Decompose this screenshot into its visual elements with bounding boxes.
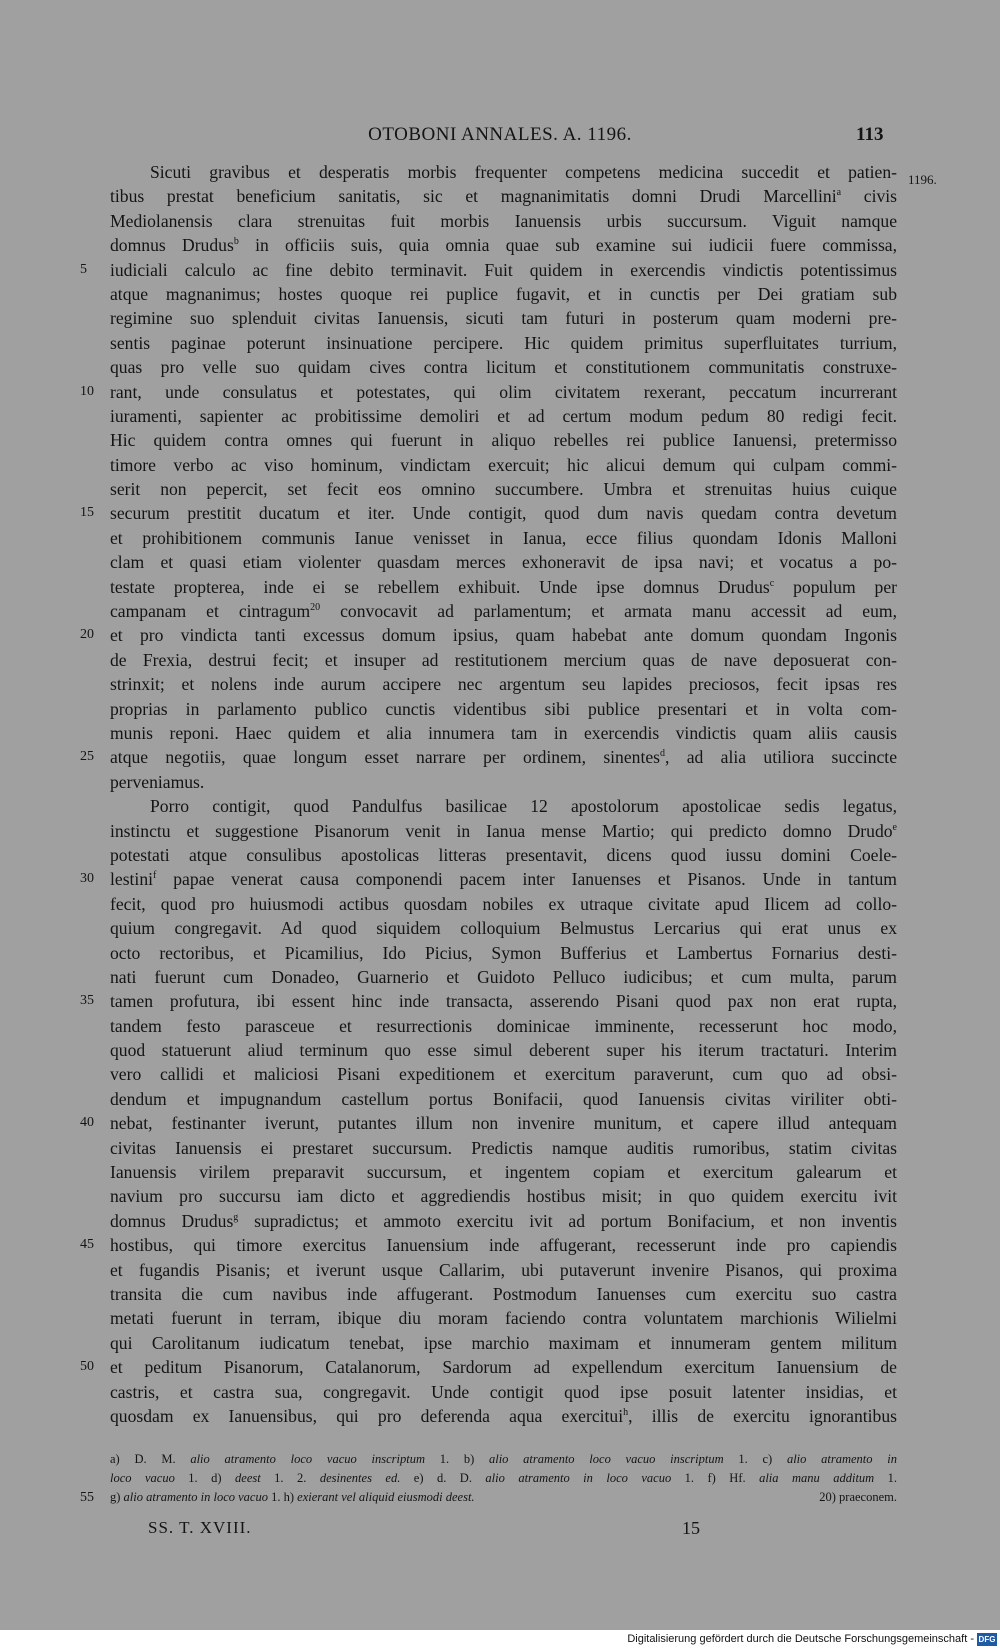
text-run: timore verbo ac viso hominum, vindictam exercuit; hic alicui demum qui culpam commi- (110, 454, 897, 475)
text-run: proprias in parlamento publico cunctis videntibus sibi publice presentari et in volta com- (110, 698, 897, 719)
text-run: castris, et castra sua, congregavit. Unde contigit quod ipse posuit latenter insidias, et (110, 1381, 897, 1402)
line-number: 20 (80, 627, 94, 643)
text-run: quosdam ex Ianuensibus, qui pro deferenda aqua exercitui (110, 1405, 624, 1426)
line-number: 50 (80, 1359, 94, 1375)
digitization-credit-bar (0, 1630, 1000, 1650)
text-line (110, 1160, 897, 1184)
text-line (110, 1209, 897, 1233)
text-line (80, 867, 897, 891)
text-line (110, 550, 897, 574)
text-run: a) D. M. (110, 1452, 191, 1466)
italic-text: loco vacuo (110, 1471, 175, 1485)
footnotes-block (80, 1450, 898, 1507)
text-line (110, 575, 897, 599)
footnote-marker: a (836, 187, 842, 199)
text-line (110, 941, 897, 965)
running-head (0, 124, 1000, 150)
footnote-marker: 20 (310, 602, 321, 614)
dfg-logo: DFG (978, 1635, 996, 1644)
text-line (110, 672, 897, 696)
text-run: 1. f) Hf. (671, 1471, 760, 1485)
text-run: perveniamus. (110, 771, 205, 792)
text-run: qui Carolitanum iudicatum tenebat, ipse marchio maximam et innumeram gentem militum (110, 1332, 897, 1353)
italic-text: desinentes ed. (319, 1471, 401, 1485)
text-run: 1. (874, 1471, 898, 1485)
text-line (110, 599, 897, 623)
text-line (80, 1355, 897, 1379)
text-run: rant, unde consulatus et potestates, qui olim civitatem rexerant, peccatum incurrerant (110, 381, 897, 402)
text-line (110, 355, 897, 379)
text-run: transita die cum navibus inde affugerant. Postmodum Ianuenses cum exercitu suo castra (110, 1283, 897, 1304)
text-run: tibus prestat beneficium sanitatis, sic et magnanimitatis domni Drudi Marcellini (110, 186, 837, 207)
text-line (110, 1258, 897, 1282)
text-run: octo rectoribus, et Picamilius, Ido Picius, Symon Bufferius et Lambertus Fornarius desti- (110, 942, 897, 963)
line-number: 15 (80, 505, 94, 521)
text-run: de Frexia, destrui fecit; et insuper ad restitutionem mercium quas de nave deposuerat con- (110, 649, 897, 670)
footnote-marker: e (892, 821, 897, 833)
line-number: 40 (80, 1115, 94, 1131)
text-run: civis (841, 186, 897, 207)
text-run: campanam et cintragum (110, 601, 311, 622)
text-run: vero callidi et maliciosi Pisani expeditionem et exercitum paraverunt, cum quo ad obsi- (110, 1064, 897, 1085)
text-line (110, 282, 897, 306)
text-run: dendum et impugnandum castellum portus Bonifacii, quod Ianuensis civitas viriliter obti- (110, 1088, 897, 1109)
text-run: 1. b) (424, 1452, 489, 1466)
text-line (110, 306, 897, 330)
text-run: 1. d) (174, 1471, 236, 1485)
italic-text: alio atramento in (786, 1452, 897, 1466)
line-number: 55 (80, 1490, 94, 1505)
text-run: convocavit ad parlamentum; et armata manu accessit ad eum, (320, 601, 897, 622)
italic-text: alio atramento loco vacuo inscriptum (190, 1452, 425, 1466)
text-line (80, 380, 897, 404)
text-run: 1. h) (267, 1490, 298, 1504)
text-line (110, 892, 897, 916)
text-run: et peditum Pisanorum, Catalanorum, Sardorum ad expellendum exercitum Ianuensium de (110, 1357, 897, 1378)
text-line (110, 916, 897, 940)
footnote-line (110, 1450, 897, 1469)
text-run: instinctu et suggestione Pisanorum venit in Ianua mense Martio; qui predicto domno Drudo (110, 820, 893, 841)
text-line (110, 526, 897, 550)
text-run: Hic quidem contra omnes qui fuerunt in aliquo rebelles rei publice Ianuensi, pretermisso (110, 430, 897, 451)
italic-text: alio atramento loco vacuo inscriptum (488, 1452, 724, 1466)
line-number: 30 (80, 871, 94, 887)
text-run: hostibus, qui timore exercitus Ianuensium inde affugerant, recesserunt inde pro capiendis (110, 1235, 897, 1256)
text-run: domnus Drudus (110, 1210, 234, 1231)
text-line (80, 258, 897, 282)
text-run: iudiciali calculo ac fine debito terminavit. Fuit quidem in exercendis vindictis potentissimus (110, 259, 897, 280)
text-run: civitas Ianuensis ei prestaret succursum. Predictis namque auditis rumoribus, statim civitas (110, 1137, 897, 1158)
main-text-block (80, 160, 898, 1428)
text-line (110, 1282, 897, 1306)
text-line (110, 1306, 897, 1330)
text-run: quas pro velle suo quidam cives contra licitum et constitutionem communitatis construxe- (110, 357, 897, 378)
text-run: 1. 2. (260, 1471, 320, 1485)
text-run: munis reponi. Haec quidem et alia innumera tam in exercendis vindictis quam aliis causis (110, 722, 897, 743)
text-run: serit non pepercit, set fecit eos omnino succumbere. Umbra et strenuitas huius cuique (110, 479, 897, 500)
text-line (110, 721, 897, 745)
credit-text: Digitalisierung gefördert durch die Deutsche Forschungsgemeinschaft - (627, 1633, 974, 1645)
italic-text: alio atramento in loco vacuo (485, 1471, 672, 1485)
footnote-marker: d (660, 748, 666, 760)
text-line (110, 819, 897, 843)
text-line (110, 477, 897, 501)
text-line (80, 989, 897, 1013)
text-run: clam et quasi etiam violenter quasdam merces exhoneravit de ipsa navi; et vocatus a po- (110, 552, 897, 573)
italic-text: vel aliquid eiusmodi deest. (341, 1490, 475, 1504)
text-run: lestini (110, 869, 154, 890)
text-run: testate propterea, inde ei se rebellem exhibuit. Unde ipse domnus Drudus (110, 576, 770, 597)
volume-signature: SS. T. XVIII. (148, 1518, 252, 1537)
footnote-marker: h (623, 1407, 629, 1419)
text-run: et pro vindicta tanti excessus domum ipsius, quam habebat ante domum quondam Ingonis (110, 625, 897, 646)
text-line (80, 501, 897, 525)
text-run: metati fuerunt in terram, ibique diu moram faciendo contra voluntatem marchionis Wilielmi (110, 1308, 897, 1329)
text-run: tandem festo parasceue et resurrectionis dominicae imminente, recesserunt hoc modo, (110, 1015, 897, 1036)
line-number: 5 (80, 261, 87, 277)
text-line (110, 1184, 897, 1208)
text-run: e) d. D. (400, 1471, 486, 1485)
text-line (110, 843, 897, 867)
text-line (110, 160, 897, 184)
line-number: 10 (80, 383, 94, 399)
footnote-marker: c (769, 577, 775, 589)
text-line (110, 770, 897, 794)
text-line (110, 1404, 897, 1428)
text-run: nebat, festinanter iverunt, putantes illum non invenire munitum, et capere illud antequam (110, 1113, 897, 1134)
text-line (110, 697, 897, 721)
text-run: Mediolanensis clara strenuitas fuit morbis Ianuensis urbis succursum. Viguit namque (110, 210, 897, 231)
text-run: atque magnanimus; hostes quoque rei puplice fugavit, et in cunctis per Dei gratiam sub (110, 283, 897, 304)
text-run: atque negotiis, quae longum esset narrare per ordinem, sinentes (110, 747, 661, 768)
text-run: fecit, quod pro huiusmodi actibus quosdam nobiles ex utraque civitate apud Ilicem ad collo- (110, 893, 897, 914)
footnote-marker: f (153, 870, 157, 882)
text-run: tamen profutura, ibi essent hinc inde transacta, asserendo Pisani quod pax non erat rupta, (110, 991, 897, 1012)
text-run: nati fuerunt cum Donadeo, Guarnerio et Guidoto Pelluco iudicibus; et cum multa, parum (110, 966, 897, 987)
text-line (110, 965, 897, 989)
text-run: populum per (774, 576, 897, 597)
text-run: Sicuti gravibus et desperatis morbis frequenter competens medicina succedit et patien- (150, 162, 897, 182)
text-run: quod statuerunt aliud terminum quo esse simul deberent super his iterum tractaturi. Interim (110, 1040, 897, 1061)
text-line (80, 745, 898, 769)
text-run: domnus Drudus (110, 235, 234, 256)
running-title: OTOBONI ANNALES. A. 1196. (368, 124, 632, 145)
text-line (110, 1038, 897, 1062)
text-run: quium congregavit. Ad quod siquidem colloquium Belmustus Lercarius qui erat unus ex (110, 918, 897, 939)
footnote-marker: g (233, 1211, 239, 1223)
italic-text: deest (235, 1471, 261, 1485)
text-run: supradictus; et ammoto exercitu ivit ad portum Bonifacium, et non inventis (238, 1210, 897, 1231)
footnote-marker: b (233, 236, 239, 248)
text-line (110, 794, 897, 818)
text-run: potestati atque consulibus apostolicas litteras presentavit, dicens quod iussu domini Coele- (110, 844, 897, 865)
text-line (80, 1111, 897, 1135)
footnote-line (110, 1469, 897, 1488)
text-line (110, 1136, 897, 1160)
text-line (110, 209, 897, 233)
text-run: navium pro succursu iam dicto et aggrediendis hostibus misit; in quo quidem exercitu ivit (110, 1186, 897, 1207)
text-run: , ad alia utiliora succincte (665, 747, 898, 768)
text-run: securum prestitit ducatum et iter. Unde contigit, quod dum navis quedam contra devetum (110, 503, 897, 524)
text-run: et prohibitionem communis Ianue venisset in Ianua, ecce filius quondam Idonis Malloni (110, 527, 897, 548)
text-line (80, 1233, 897, 1257)
text-line (110, 404, 897, 428)
text-line (110, 331, 897, 355)
signature-number: 15 (682, 1518, 700, 1538)
text-line (110, 453, 897, 477)
text-line (110, 1331, 897, 1355)
text-line (110, 184, 897, 208)
text-line (110, 648, 897, 672)
line-number: 25 (80, 749, 94, 765)
text-run: 1. c) (723, 1452, 787, 1466)
text-line (110, 233, 897, 257)
text-line (110, 1380, 897, 1404)
line-number: 35 (80, 993, 94, 1009)
text-line (110, 428, 897, 452)
footnote-right-note: 20) praeconem. (819, 1490, 897, 1504)
text-line (110, 1087, 897, 1111)
text-run: iuramenti, sapienter ac probitissime demoliri et ad certum modum pedum 80 redigi fecit. (110, 405, 897, 426)
italic-text: alia manu additum (759, 1471, 875, 1485)
text-run: , illis de exercitu ignorantibus (628, 1405, 897, 1426)
italic-text: alio atramento in loco vacuo (123, 1490, 268, 1504)
italic-text: exierant (297, 1490, 339, 1504)
text-run: Ianuensis virilem preparavit succursum, et ingentem copiam et exercitum galearum et (110, 1162, 897, 1183)
text-line (80, 623, 897, 647)
text-run: in officiis suis, quia omnia quae sub examine sui iudicii fuere commissa, (238, 235, 897, 256)
text-run: g) (110, 1490, 124, 1504)
text-run: papae venerat causa componendi pacem inter Ianuenses et Pisanos. Unde in tantum (156, 869, 897, 890)
text-run: sentis paginae poterunt insinuatione percipere. Hic quidem primitus superfluitates turrium, (110, 332, 897, 353)
margin-year-note: 1196. (908, 172, 937, 187)
text-line (110, 1062, 897, 1086)
line-number: 45 (80, 1237, 94, 1253)
text-run: strinxit; et nolens inde aurum accipere nec argentum seu lapides preciosos, fecit ipsas res (110, 674, 897, 695)
text-run: et fugandis Pisanis; et iverunt usque Callarim, ubi putaverunt invenire Pisanos, qui proxima (110, 1259, 897, 1280)
text-run: Porro contigit, quod Pandulfus basilicae 12 apostolorum apostolicae sedis legatus, (150, 796, 897, 817)
page-number: 113 (856, 124, 884, 145)
footnote-line (80, 1488, 897, 1507)
text-line (110, 1014, 897, 1038)
text-run: regimine suo splenduit civitas Ianuensis, sicuti tam futuri in posterum quam moderni pre- (110, 308, 897, 329)
